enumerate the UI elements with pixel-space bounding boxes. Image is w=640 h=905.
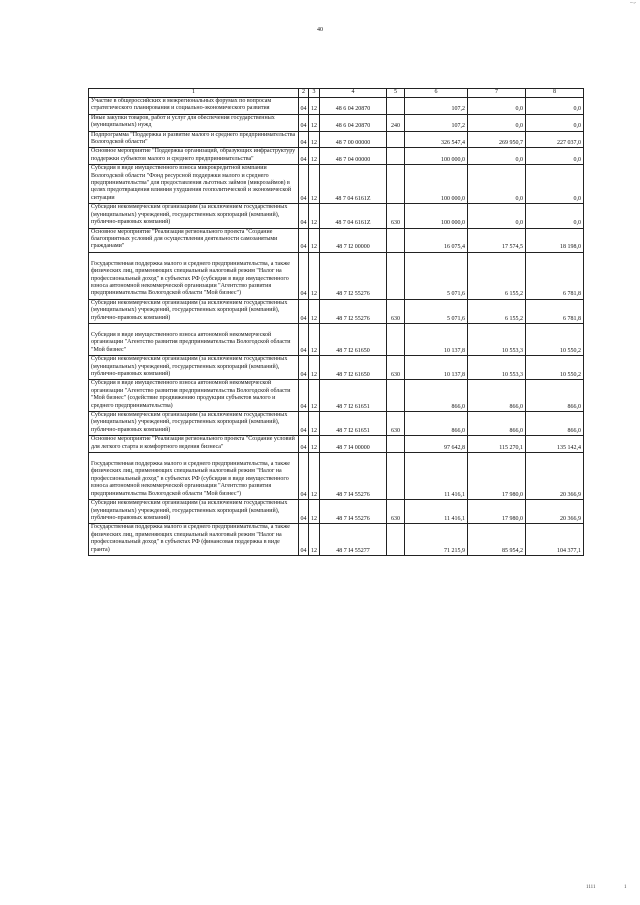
target-article-cell: 48 7 I4 55276 xyxy=(320,453,387,500)
row-name-cell: Государственная поддержка малого и среднего предпринимательства, а также физических лиц, применяющих специальный налоговый режим "Налог на профессиональный доход" в субъектах РФ (субсидия в виде имущественного взноса автономной некоммерческой организации "Агентство развития предпринимательства Вологодской области "Мой бизнес") xyxy=(89,252,299,299)
amount-year1-cell: 97 642,8 xyxy=(405,436,468,453)
expense-type-cell: 630 xyxy=(387,204,405,228)
section-code-cell: 04 xyxy=(299,380,309,412)
subsection-code-cell: 12 xyxy=(309,500,320,524)
amount-year3-cell: 0,0 xyxy=(526,204,584,228)
amount-year2-cell: 0,0 xyxy=(468,204,526,228)
target-article-cell: 48 7 04 6161Z xyxy=(320,204,387,228)
expense-type-cell xyxy=(387,380,405,412)
subsection-code-cell: 12 xyxy=(309,412,320,436)
amount-year3-cell: 135 142,4 xyxy=(526,436,584,453)
table-row xyxy=(89,131,584,148)
table-body xyxy=(89,98,584,556)
target-article-cell: 48 7 I2 00000 xyxy=(320,228,387,252)
target-article-cell: 48 7 I2 61650 xyxy=(320,323,387,355)
table-header-row xyxy=(89,89,584,98)
amount-year2-cell: 17 980,0 xyxy=(468,500,526,524)
row-name-cell: Субсидия в виде имущественного взноса автономной некоммерческой организации "Агентство развития предпринимательства Вологодской области "Мой бизнес" xyxy=(89,323,299,355)
target-article-cell: 48 7 I2 61651 xyxy=(320,412,387,436)
target-article-cell: 48 7 04 6161Z xyxy=(320,165,387,204)
expense-type-cell xyxy=(387,323,405,355)
row-name-cell: Субсидия в виде имущественного взноса микрокредитной компании Вологодской области "Фонд ресурсной поддержки малого и среднего предпринимательства" для предоставления льготных займов (микрозаймов) в целях предотвращения влияния ухудшения геополитической и экономической ситуации xyxy=(89,165,299,204)
amount-year1-cell: 100 000,0 xyxy=(405,204,468,228)
amount-year2-cell: 0,0 xyxy=(468,165,526,204)
header-cell: 4 xyxy=(320,89,387,98)
expense-type-cell xyxy=(387,524,405,556)
target-article-cell: 48 7 I4 55277 xyxy=(320,524,387,556)
table-row xyxy=(89,98,584,115)
amount-year3-cell: 6 781,8 xyxy=(526,252,584,299)
subsection-code-cell: 12 xyxy=(309,356,320,380)
row-name-cell: Субсидии некоммерческим организациям (за исключением государственных (муниципальных) учреждений, государственных корпораций (компаний), публично-правовых компаний) xyxy=(89,204,299,228)
header-cell: 3 xyxy=(309,89,320,98)
section-code-cell: 04 xyxy=(299,356,309,380)
amount-year3-cell: 20 366,9 xyxy=(526,453,584,500)
amount-year2-cell: 0,0 xyxy=(468,148,526,165)
row-name-cell: Подпрограмма "Поддержка и развитие малого и среднего предпринимательства Вологодской области" xyxy=(89,131,299,148)
subsection-code-cell: 12 xyxy=(309,148,320,165)
amount-year1-cell: 107,2 xyxy=(405,98,468,115)
amount-year1-cell: 11 416,1 xyxy=(405,453,468,500)
subsection-code-cell: 12 xyxy=(309,131,320,148)
amount-year3-cell: 0,0 xyxy=(526,148,584,165)
expense-type-cell: 240 xyxy=(387,114,405,131)
table-row xyxy=(89,380,584,412)
table-row xyxy=(89,356,584,380)
subsection-code-cell: 12 xyxy=(309,323,320,355)
amount-year1-cell: 10 137,8 xyxy=(405,356,468,380)
amount-year2-cell: 10 553,3 xyxy=(468,323,526,355)
target-article-cell: 48 7 I4 55276 xyxy=(320,500,387,524)
amount-year3-cell: 20 366,9 xyxy=(526,500,584,524)
amount-year1-cell: 326 547,4 xyxy=(405,131,468,148)
amount-year1-cell: 100 000,0 xyxy=(405,148,468,165)
footer-mark-2: 1 xyxy=(624,885,627,890)
subsection-code-cell: 12 xyxy=(309,252,320,299)
subsection-code-cell: 12 xyxy=(309,204,320,228)
amount-year3-cell: 866,0 xyxy=(526,380,584,412)
section-code-cell: 04 xyxy=(299,165,309,204)
amount-year3-cell: 18 198,0 xyxy=(526,228,584,252)
table-row xyxy=(89,299,584,323)
subsection-code-cell: 12 xyxy=(309,524,320,556)
section-code-cell: 04 xyxy=(299,436,309,453)
section-code-cell: 04 xyxy=(299,524,309,556)
table-row xyxy=(89,114,584,131)
section-code-cell: 04 xyxy=(299,98,309,115)
expense-type-cell: 630 xyxy=(387,356,405,380)
footer-mark: 1111 xyxy=(586,885,596,890)
row-name-cell: Основное мероприятие "Поддержка организаций, образующих инфраструктуру поддержки субъектов малого и среднего предпринимательства" xyxy=(89,148,299,165)
header-cell: 1 xyxy=(89,89,299,98)
table-row xyxy=(89,453,584,500)
amount-year1-cell: 11 416,1 xyxy=(405,500,468,524)
header-cell: 2 xyxy=(299,89,309,98)
expense-type-cell xyxy=(387,436,405,453)
amount-year3-cell: 0,0 xyxy=(526,165,584,204)
expense-type-cell: 630 xyxy=(387,500,405,524)
table-row xyxy=(89,412,584,436)
section-code-cell: 04 xyxy=(299,204,309,228)
expense-type-cell xyxy=(387,131,405,148)
table-row xyxy=(89,524,584,556)
section-code-cell: 04 xyxy=(299,148,309,165)
section-code-cell: 04 xyxy=(299,228,309,252)
row-name-cell: Иные закупки товаров, работ и услуг для обеспечения государственных (муниципальных) нужд xyxy=(89,114,299,131)
row-name-cell: Субсидии некоммерческим организациям (за исключением государственных (муниципальных) учреждений, государственных корпораций (компаний), публично-правовых компаний) xyxy=(89,356,299,380)
target-article-cell: 48 7 I2 61650 xyxy=(320,356,387,380)
amount-year3-cell: 10 550,2 xyxy=(526,356,584,380)
page-number: 40 xyxy=(317,27,323,33)
table-row xyxy=(89,252,584,299)
amount-year1-cell: 100 000,0 xyxy=(405,165,468,204)
section-code-cell: 04 xyxy=(299,412,309,436)
amount-year3-cell: 6 781,8 xyxy=(526,299,584,323)
row-name-cell: Основное мероприятие "Реализация регионального проекта "Создание благоприятных условий для осуществления деятельности самозанятыми гражданами" xyxy=(89,228,299,252)
subsection-code-cell: 12 xyxy=(309,380,320,412)
expense-type-cell: 630 xyxy=(387,412,405,436)
section-code-cell: 04 xyxy=(299,500,309,524)
target-article-cell: 48 7 I2 55276 xyxy=(320,299,387,323)
header-cell: 6 xyxy=(405,89,468,98)
table-row xyxy=(89,323,584,355)
amount-year3-cell: 227 037,0 xyxy=(526,131,584,148)
row-name-cell: Субсидии некоммерческим организациям (за исключением государственных (муниципальных) учреждений, государственных корпораций (компаний), публично-правовых компаний) xyxy=(89,500,299,524)
amount-year3-cell: 0,0 xyxy=(526,114,584,131)
amount-year1-cell: 866,0 xyxy=(405,412,468,436)
amount-year3-cell: 10 550,2 xyxy=(526,323,584,355)
amount-year2-cell: 6 155,2 xyxy=(468,299,526,323)
expense-type-cell xyxy=(387,165,405,204)
amount-year2-cell: 115 270,1 xyxy=(468,436,526,453)
target-article-cell: 48 7 I2 55276 xyxy=(320,252,387,299)
row-name-cell: Основное мероприятие "Реализация регионального проекта "Создание условий для легкого старта и комфортного ведения бизнеса" xyxy=(89,436,299,453)
amount-year2-cell: 17 980,0 xyxy=(468,453,526,500)
expense-type-cell: 630 xyxy=(387,299,405,323)
table-row xyxy=(89,148,584,165)
amount-year2-cell: 866,0 xyxy=(468,380,526,412)
amount-year2-cell: 0,0 xyxy=(468,98,526,115)
corner-mark: ...,. xyxy=(629,0,636,5)
subsection-code-cell: 12 xyxy=(309,453,320,500)
amount-year2-cell: 10 553,3 xyxy=(468,356,526,380)
subsection-code-cell: 12 xyxy=(309,98,320,115)
row-name-cell: Субсидии некоммерческим организациям (за исключением государственных (муниципальных) учреждений, государственных корпораций (компаний), публично-правовых компаний) xyxy=(89,299,299,323)
expense-type-cell xyxy=(387,228,405,252)
header-cell: 7 xyxy=(468,89,526,98)
header-cell: 5 xyxy=(387,89,405,98)
row-name-cell: Субсидии некоммерческим организациям (за исключением государственных (муниципальных) учреждений, государственных корпораций (компаний), публично-правовых компаний) xyxy=(89,412,299,436)
amount-year1-cell: 71 215,9 xyxy=(405,524,468,556)
target-article-cell: 48 6 04 20870 xyxy=(320,98,387,115)
amount-year3-cell: 0,0 xyxy=(526,98,584,115)
table-row xyxy=(89,500,584,524)
amount-year1-cell: 10 137,8 xyxy=(405,323,468,355)
section-code-cell: 04 xyxy=(299,114,309,131)
section-code-cell: 04 xyxy=(299,453,309,500)
target-article-cell: 48 7 00 00000 xyxy=(320,131,387,148)
amount-year1-cell: 866,0 xyxy=(405,380,468,412)
subsection-code-cell: 12 xyxy=(309,114,320,131)
amount-year1-cell: 5 071,6 xyxy=(405,252,468,299)
subsection-code-cell: 12 xyxy=(309,228,320,252)
amount-year2-cell: 0,0 xyxy=(468,114,526,131)
amount-year3-cell: 866,0 xyxy=(526,412,584,436)
section-code-cell: 04 xyxy=(299,131,309,148)
amount-year3-cell: 104 377,1 xyxy=(526,524,584,556)
target-article-cell: 48 6 04 20870 xyxy=(320,114,387,131)
target-article-cell: 48 7 I4 00000 xyxy=(320,436,387,453)
amount-year1-cell: 16 075,4 xyxy=(405,228,468,252)
amount-year1-cell: 107,2 xyxy=(405,114,468,131)
amount-year1-cell: 5 071,6 xyxy=(405,299,468,323)
amount-year2-cell: 6 155,2 xyxy=(468,252,526,299)
section-code-cell: 04 xyxy=(299,323,309,355)
section-code-cell: 04 xyxy=(299,299,309,323)
expense-type-cell xyxy=(387,148,405,165)
amount-year2-cell: 866,0 xyxy=(468,412,526,436)
expense-type-cell xyxy=(387,252,405,299)
amount-year2-cell: 269 950,7 xyxy=(468,131,526,148)
row-name-cell: Субсидия в виде имущественного взноса автономной некоммерческой организации "Агентство развития предпринимательства Вологодской области "Мой бизнес" (содействие продвижению продукции субъектов малого и среднего предпринимательства) xyxy=(89,380,299,412)
row-name-cell: Участие в общероссийских и межрегиональных форумах по вопросам стратегического планирования и социально-экономического развития xyxy=(89,98,299,115)
row-name-cell: Государственная поддержка малого и среднего предпринимательства, а также физических лиц, применяющих специальный налоговый режим "Налог на профессиональный доход" в субъектах РФ (финансовая поддержка в виде гранта) xyxy=(89,524,299,556)
target-article-cell: 48 7 I2 61651 xyxy=(320,380,387,412)
header-cell: 8 xyxy=(526,89,584,98)
subsection-code-cell: 12 xyxy=(309,299,320,323)
amount-year2-cell: 17 574,5 xyxy=(468,228,526,252)
table-row xyxy=(89,165,584,204)
table-row xyxy=(89,204,584,228)
subsection-code-cell: 12 xyxy=(309,165,320,204)
target-article-cell: 48 7 04 00000 xyxy=(320,148,387,165)
subsection-code-cell: 12 xyxy=(309,436,320,453)
section-code-cell: 04 xyxy=(299,252,309,299)
row-name-cell: Государственная поддержка малого и среднего предпринимательства, а также физических лиц, применяющих специальный налоговый режим "Налог на профессиональный доход" в субъектах РФ (субсидия в виде имущественного взноса автономной некоммерческой организации "Агентство развития предпринимательства Вологодской области "Мой бизнес") xyxy=(89,453,299,500)
table-row xyxy=(89,436,584,453)
amount-year2-cell: 85 954,2 xyxy=(468,524,526,556)
table-row xyxy=(89,228,584,252)
expense-type-cell xyxy=(387,453,405,500)
budget-table xyxy=(88,88,584,556)
expense-type-cell xyxy=(387,98,405,115)
